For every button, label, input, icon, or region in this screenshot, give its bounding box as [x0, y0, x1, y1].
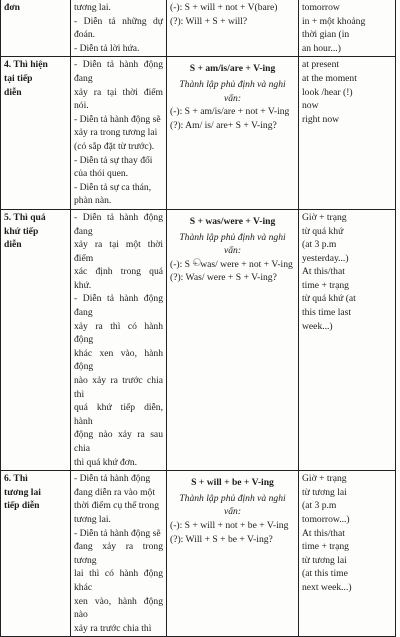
signal-word-line: (at this time [302, 568, 348, 580]
form-line: (?): Am/ is/ are+ S + V-ing? [170, 119, 277, 131]
tense-row [1, 209, 396, 470]
signal-words-cell [299, 471, 396, 637]
signal-word-line: (at 3 p.m [302, 239, 337, 251]
tense-name-cell [1, 57, 71, 210]
tense-formula: S + was/were + V-ing [189, 215, 276, 227]
usage-line: xen vào, hành động nào [74, 595, 166, 621]
form-line: (-): S + will + not + be + V-ing [170, 519, 289, 531]
usage-line: quá khứ tiếp diễn, hành [74, 402, 166, 427]
tense-table-body [1, 0, 396, 637]
usage-line: đang xảy ra trong tương [74, 541, 166, 566]
tense-name-line: tại tiếp [4, 72, 33, 84]
signal-word-line: yesterday...) [302, 252, 349, 264]
usage-line: tương lai. [74, 2, 111, 13]
usage-line: - Diễn tả sự ca thán, [74, 181, 152, 193]
form-line: (-): S + will + not + V(bare) [170, 2, 278, 13]
usage-line: - Diễn tả hành động đang [74, 293, 166, 319]
signal-word-line: in + một khoảng [302, 15, 366, 27]
usage-line: xảy ra thì có hành động [74, 320, 166, 346]
page-mark [193, 258, 201, 266]
structure-cell [167, 57, 299, 210]
usage-line: lai thì có hành động khác [74, 568, 166, 593]
usage-cell [71, 209, 167, 470]
usage-line: nào xảy ra trước chia thì [74, 375, 166, 400]
tense-formula: S + will + be + V-ing [191, 477, 274, 489]
negative-question-heading: Thành lập phủ định và nghi vấn: [179, 231, 289, 257]
usage-line: - Diễn tả hành động đang [74, 59, 166, 84]
tense-name-cell [1, 0, 71, 57]
signal-word-line: từ quá khứ [302, 225, 344, 237]
usage-line: - Diễn tả hành động sẽ [74, 113, 161, 125]
signal-word-line: right now [302, 113, 340, 125]
usage-line: xảy ra tại thời điểm nói. [74, 86, 166, 112]
tense-row [1, 57, 396, 210]
usage-line: thì quá khứ đơn. [74, 456, 138, 468]
signal-word-line: look /hear (!) [302, 86, 353, 98]
tense-name-line: tiếp diễn [4, 500, 40, 512]
signal-word-line: time + trạng [302, 541, 349, 553]
signal-word-line: từ quá khứ (at [302, 293, 356, 305]
usage-line: của thói quen. [74, 168, 129, 180]
tense-formula: S + am/is/are + V-ing [189, 63, 276, 75]
usage-line: động nào xảy ra sau chia [74, 429, 166, 454]
tense-name-line: diễn [4, 239, 22, 251]
negative-question-heading: Thành lập phủ định và nghi vấn: [179, 78, 289, 104]
signal-word-line: thời gian (in [302, 29, 350, 41]
signal-word-line: At this/that [302, 266, 345, 278]
signal-word-line: Giờ + trạng [302, 211, 347, 223]
usage-line: xác định trong quá khứ. [74, 266, 166, 291]
signal-word-line: từ tương lai [302, 486, 347, 498]
signal-words-cell [299, 0, 396, 57]
tense-name-line: 4. Thì hiện [4, 59, 48, 71]
form-line: (?): Will + S + will? [170, 15, 248, 27]
usage-line: phàn nàn. [74, 195, 112, 207]
signal-word-line: Giờ + trạng [302, 473, 347, 485]
usage-line: đang diễn ra vào một [74, 486, 155, 498]
usage-line: thời điểm cụ thể trong [74, 500, 160, 512]
form-line: (?): Was/ were + S + V-ing? [170, 272, 277, 284]
usage-cell [71, 0, 167, 57]
signal-word-line: từ tương lai [302, 554, 347, 566]
tense-name-line: đơn [4, 2, 20, 13]
usage-line: xảy ra trước chia thì [74, 622, 152, 634]
form-line: (?): Will + S + be + V-ing? [170, 533, 273, 545]
usage-line: - Diễn tả hành động [74, 473, 151, 485]
signal-word-line: at present [302, 59, 340, 71]
usage-line: - Diễn tả những dự đoán. [74, 15, 166, 41]
usage-cell [71, 471, 167, 637]
tense-name-cell [1, 471, 71, 637]
signal-words-cell [299, 57, 396, 210]
usage-line: xảy ra tại một thời điểm [74, 239, 166, 264]
signal-word-line: time + trạng [302, 279, 349, 291]
signal-word-line: tomorrow [302, 2, 340, 13]
usage-line: - Diễn tả lời hứa. [74, 42, 140, 54]
usage-line: tương lai. [74, 513, 111, 525]
usage-line: - Diễn tả hành động sẽ [74, 527, 161, 539]
tense-name-line: khứ tiếp [4, 225, 39, 237]
tense-name-line: tương lai [4, 486, 41, 498]
structure-cell [167, 471, 299, 637]
negative-question-heading: Thành lập phủ định và nghi vấn: [179, 492, 289, 518]
usage-line: (có sắp đặt từ trước). [74, 140, 155, 152]
usage-line: khác xen vào, hành động [74, 347, 166, 373]
signal-word-line: now [302, 100, 319, 112]
signal-word-line: an hour...) [302, 42, 341, 54]
form-line: (-): S + was/ were + not + V-ing [170, 258, 293, 270]
tense-row [1, 0, 396, 57]
form-line: (-): S + am/is/are + not + V-ing [170, 106, 290, 118]
usage-line: xảy ra trong tương lai [74, 127, 158, 139]
tense-name-line: 5. Thì quá [4, 211, 46, 223]
signal-word-line: week...) [302, 320, 333, 332]
signal-word-line: this time last [302, 307, 352, 319]
usage-line: - Diễn tả sự thay đổi [74, 154, 153, 166]
tense-name-cell [1, 209, 71, 470]
structure-cell [167, 0, 299, 57]
usage-cell [71, 57, 167, 210]
tense-name-line: diễn [4, 86, 22, 98]
signal-word-line: next week...) [302, 581, 352, 593]
signal-words-cell [299, 209, 396, 470]
structure-cell [167, 209, 299, 470]
tense-row [1, 471, 396, 637]
signal-word-line: (at 3 p.m [302, 500, 337, 512]
signal-word-line: tomorrow...) [302, 513, 350, 525]
signal-word-line: at the moment [302, 72, 357, 84]
tense-name-line: 6. Thì [4, 473, 28, 485]
signal-word-line: At this/that [302, 527, 345, 539]
usage-line: - Diễn tả hành động đang [74, 211, 166, 237]
